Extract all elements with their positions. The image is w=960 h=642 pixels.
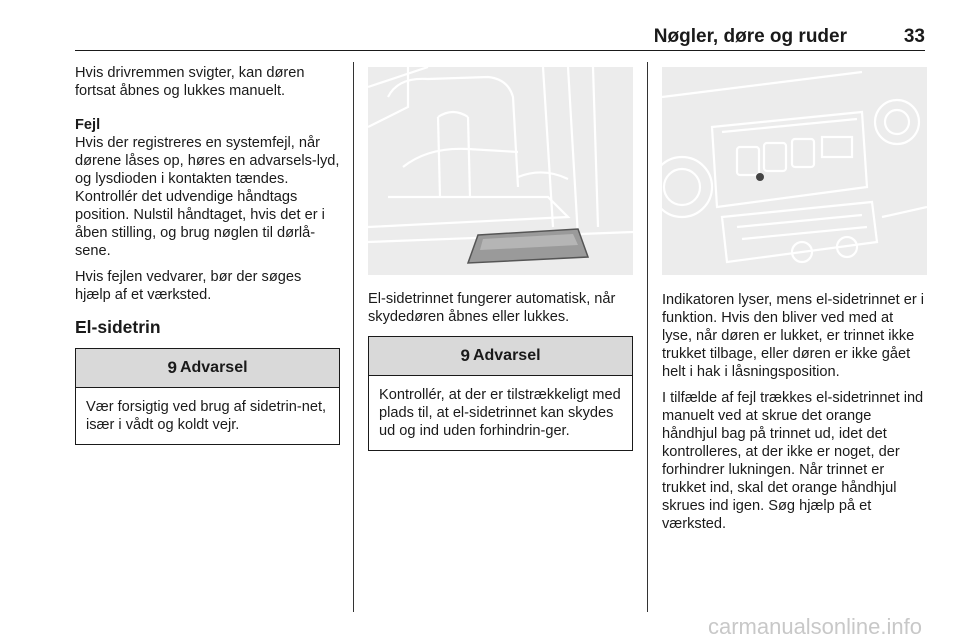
warning-header xyxy=(369,337,632,376)
warning-icon: 9 xyxy=(460,346,470,365)
warning-icon: 9 xyxy=(167,358,177,377)
warning-label: Advarsel xyxy=(179,359,248,376)
fault-handwheel-paragraph: I tilfælde af fejl trækkes el-sidetrinnet ind manuelt ved at skrue det orange håndhjul bag på trinnet ud, idet det kontrolleres, at der ikke er noget, der forhindrer lukningen. Når trinnet er trukket ind, skal det orange håndhjul skrues ind igen. Søg hjælp på et værksted. xyxy=(662,390,924,532)
side-step-caption: El-sidetrinnet fungerer automatisk, når skydedøren åbnes eller lukkes. xyxy=(368,291,616,325)
fault-paragraph: Hvis der registreres en systemfejl, når dørene låses op, høres en advarsels-lyd, og lysdioden i kontakten tændes. Kontrollér det udvendige håndtags position. Nulstil håndtaget, hvis det er i åben stilling, og brug nøglen til dørlå-sene. xyxy=(75,135,340,259)
fault-heading: Fejl xyxy=(75,117,101,133)
section-title: El-sidetrin xyxy=(75,317,161,337)
warning-header xyxy=(76,349,339,388)
column-divider-2 xyxy=(647,62,648,612)
column-1 xyxy=(75,64,340,445)
column-3 xyxy=(662,291,927,541)
column-divider-1 xyxy=(353,62,354,612)
chapter-title: Nøgler, døre og ruder xyxy=(653,26,847,47)
warning-box-2 xyxy=(368,336,633,451)
warning-label: Advarsel xyxy=(472,347,541,364)
intro-paragraph: Hvis drivremmen svigter, kan døren fortsat åbnes og lukkes manuelt. xyxy=(75,65,305,99)
persist-paragraph: Hvis fejlen vedvarer, bør der søges hjælp af et værksted. xyxy=(75,269,302,303)
page-number: 33 xyxy=(903,26,925,47)
warning-box-1 xyxy=(75,348,340,445)
page-header xyxy=(75,24,925,51)
indicator-paragraph: Indikatoren lyser, mens el-sidetrinnet er i funktion. Hvis den bliver ved med at lyse, når døren er lukket, er trinnet ikke trukket tilbage, eller døren er ikke gået helt i hak i låsningsposition. xyxy=(662,292,924,380)
column-2 xyxy=(368,226,633,451)
warning-text: Vær forsigtig ved brug af sidetrin-net, især i vådt og koldt vejr. xyxy=(86,399,327,433)
warning-text: Kontrollér, at der er tilstrækkeligt med plads til, at el-sidetrinnet kan skydes ud og ind uden forhindrin-ger. xyxy=(379,387,621,439)
watermark: carmanualsonline.info xyxy=(707,614,922,639)
dashboard-indicator-illustration xyxy=(662,67,927,275)
